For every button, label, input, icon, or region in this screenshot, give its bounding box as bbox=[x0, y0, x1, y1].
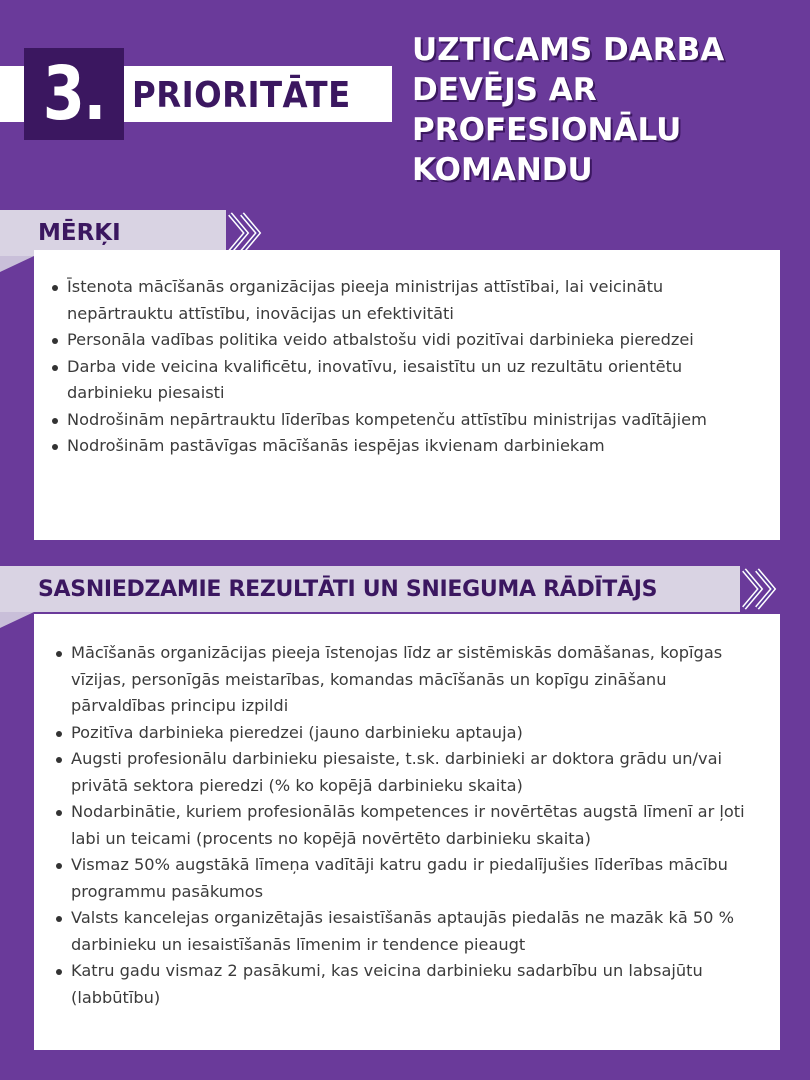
list-item: Nodrošinām pastāvīgas mācīšanās iespējas ikvienam darbiniekam bbox=[50, 433, 760, 460]
title-line: KOMANDU bbox=[412, 152, 593, 188]
list-item: Augsti profesionālu darbinieku piesaiste, t.sk. darbinieki ar doktora grādu un/vai privātā sektora pieredzi (% ko kopējā darbinieku skaita) bbox=[54, 746, 764, 799]
results-tab-fold bbox=[0, 612, 34, 628]
title-line: DEVĒJS AR bbox=[412, 72, 597, 108]
list-item: Nodarbinātie, kuriem profesionālās kompetences ir novērtētas augstā līmenī ar ļoti labi un teicami (procents no kopējā novērtēto darbinieku skaita) bbox=[54, 799, 764, 852]
goals-list bbox=[50, 274, 760, 460]
results-list bbox=[54, 640, 764, 1011]
list-item: Personāla vadības politika veido atbalstošu vidi pozitīvai darbinieka pieredzei bbox=[50, 327, 760, 354]
priority-label: PRIORITĀTE bbox=[132, 75, 351, 116]
chevron-right-icon bbox=[740, 566, 780, 612]
list-item: Darba vide veicina kvalificētu, inovatīvu, iesaistītu un uz rezultātu orientētu darbinieku piesaisti bbox=[50, 354, 760, 407]
priority-title bbox=[412, 30, 792, 190]
list-item: Katru gadu vismaz 2 pasākumi, kas veicina darbinieku sadarbību un labsajūtu (labbūtību) bbox=[54, 958, 764, 1011]
results-card bbox=[34, 614, 780, 1050]
results-heading: SASNIEDZAMIE REZULTĀTI UN SNIEGUMA RĀDĪTĀJS bbox=[38, 576, 658, 602]
title-line: UZTICAMS DARBA bbox=[412, 32, 725, 68]
list-item: Nodrošinām nepārtrauktu līderības kompetenču attīstību ministrijas vadītājiem bbox=[50, 407, 760, 434]
goals-card bbox=[34, 250, 780, 540]
goals-tab-fold bbox=[0, 256, 34, 272]
list-item: Vismaz 50% augstākā līmeņa vadītāji katru gadu ir piedalījušies līderības mācību programmu pasākumos bbox=[54, 852, 764, 905]
list-item: Mācīšanās organizācijas pieeja īstenojas līdz ar sistēmiskās domāšanas, kopīgas vīzijas, personīgās meistarības, komandas mācīšanās un kopīgu zināšanu pārvaldības principu izpildi bbox=[54, 640, 764, 720]
priority-number-box bbox=[24, 48, 124, 140]
title-line: PROFESIONĀLU bbox=[412, 112, 682, 148]
list-item: Pozitīva darbinieka pieredzei (jauno darbinieku aptauja) bbox=[54, 720, 764, 747]
list-item: Īstenota mācīšanās organizācijas pieeja ministrijas attīstībai, lai veicinātu nepārtrauktu attīstību, inovācijas un efektivitāti bbox=[50, 274, 760, 327]
list-item: Valsts kancelejas organizētajās iesaistīšanās aptaujās piedalās ne mazāk kā 50 % darbinieku un iesaistīšanās līmenim ir tendence pieaugt bbox=[54, 905, 764, 958]
goals-heading: MĒRĶI bbox=[38, 220, 121, 246]
priority-number: 3. bbox=[42, 51, 105, 137]
results-heading-tab bbox=[0, 566, 740, 612]
